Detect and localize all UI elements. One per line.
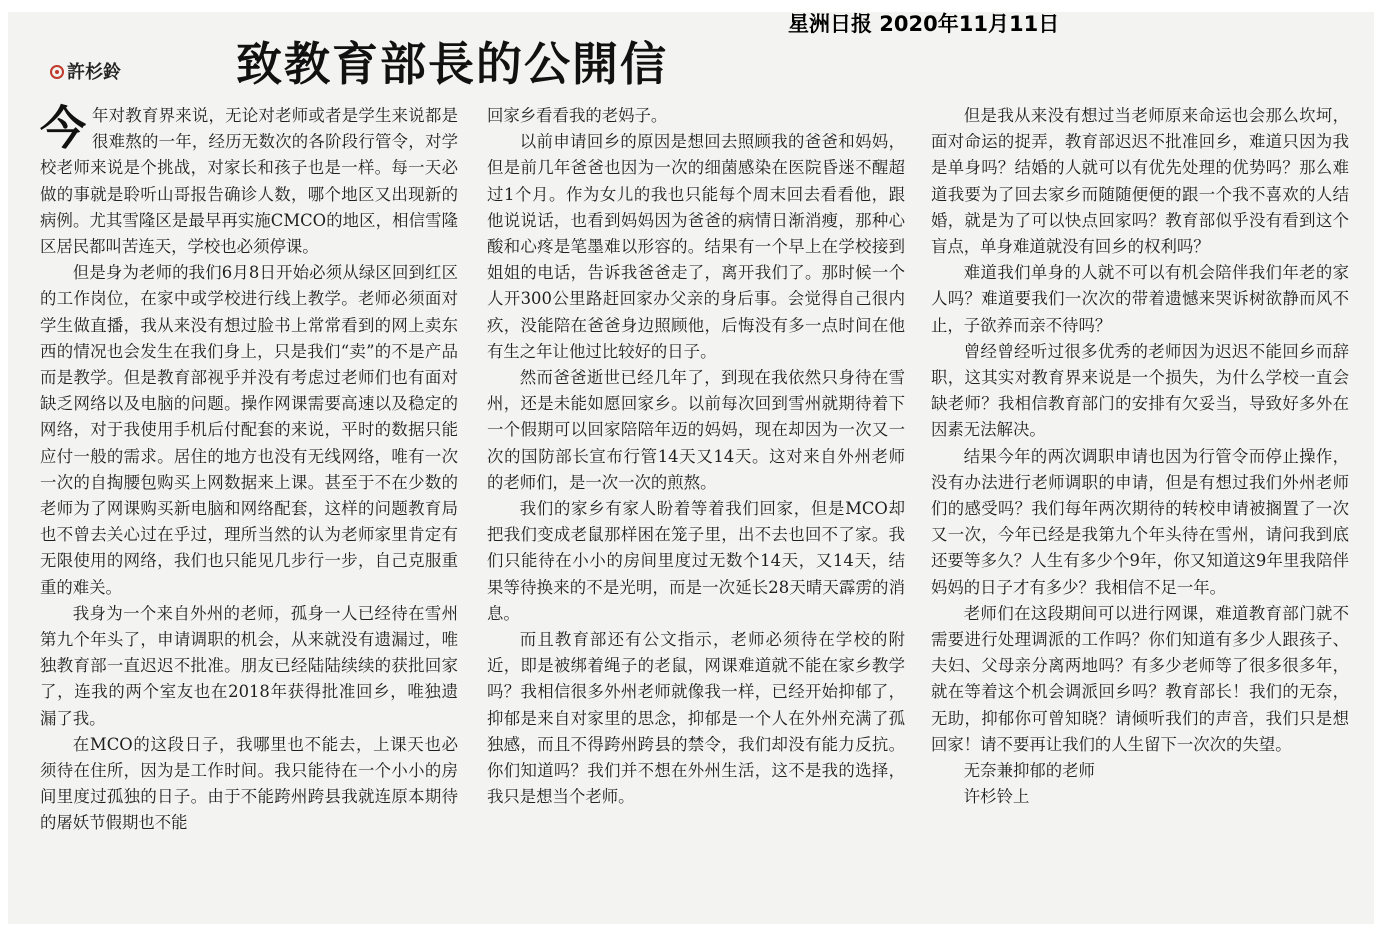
signature-line: 许杉铃上 — [963, 787, 1030, 807]
paragraph-text: 年对教育界来说，无论对老师或者是学生来说都是很难熬的一年，经历无数次的各阶段行管令，对学校老师来说是个挑战，对家长和孩子也是一样。每一天必做的事就是聆听山哥报告确诊人数，哪个地区又出现新的病例。尤其雪隆区是最早再实施CMCO的地区，相信雪隆区居民都叫苦连天，学校也必须停课。 — [40, 106, 458, 257]
article-headline: 致教育部長的公開信 — [236, 37, 668, 91]
byline — [50, 58, 121, 84]
paragraph: 然而爸爸逝世已经几年了，到现在我依然只身待在雪州，还是未能如愿回家乡。以前每次回到雪州就期待着下一个假期可以回家陪陪年迈的妈妈，现在却因为一次又一次的国防部长宣布行管14天又14天。这对来自外州老师的老师们，是一次一次的煎熬。 — [487, 368, 905, 492]
article-column-2 — [487, 103, 905, 810]
drop-cap: 今 — [40, 101, 86, 155]
paragraph: 曾经曾经听过很多优秀的老师因为迟迟不能回乡而辞职，这其实对教育界来说是一个损失，为什么学校一直会缺老师？我相信教育部门的安排有欠妥当，导致好多外在因素无法解决。 — [931, 341, 1349, 440]
article-column-1 — [40, 103, 458, 837]
article-column-3 — [931, 103, 1349, 810]
paragraph: 难道我们单身的人就不可以有机会陪伴我们年老的家人吗？难道要我们一次次的带着遗憾来哭诉树欲静而风不止，子欲养而亲不待吗？ — [931, 263, 1349, 335]
paragraph — [40, 103, 458, 260]
paragraph: 但是我从来没有想过当老师原来命运也会那么坎坷，面对命运的捉弄，教育部迟迟不批准回乡，难道只因为我是单身吗？结婚的人就可以有优先处理的优势吗？那么难道我要为了回去家乡而随随便便的跟一个我不喜欢的人结婚，就是为了可以快点回家吗？教育部似乎没有看到这个盲点，单身难道就没有回乡的权利吗？ — [931, 106, 1349, 257]
signature-line: 无奈兼抑郁的老师 — [963, 761, 1095, 781]
paragraph: 我身为一个来自外州的老师，孤身一人已经待在雪州第九个年头了，申请调职的机会，从来就没有遗漏过，唯独教育部一直迟迟不批准。朋友已经陆陆续续的获批回家了，连我的两个室友也在2018年获得批准回乡，唯独遗漏了我。 — [40, 603, 458, 728]
paragraph-continued: 回家乡看看我的老妈子。 — [487, 106, 668, 125]
paragraph: 而且教育部还有公文指示，老师必须待在学校的附近，即是被绑着绳子的老鼠，网课难道就不能在家乡教学吗？我相信很多外州老师就像我一样，已经开始抑郁了，抑郁是来自对家里的思念，抑郁是一个人在外州充满了孤独感，而且不得跨州跨县的禁令，我们却没有能力反抗。你们知道吗？我们并不想在外州生活，这不是我的选择，我只是想当个老师。 — [487, 630, 905, 807]
author-name: 許杉鈴 — [67, 62, 121, 83]
paragraph: 但是身为老师的我们6月8日开始必须从绿区回到红区的工作岗位，在家中或学校进行线上教学。老师必须面对学生做直播，我从来没有想过脸书上常常看到的网上卖东西的情况也会发生在我们身上，只是我们“卖”的不是产品而是教学。但是教育部视乎并没有考虑过老师们也有面对缺乏网络以及电脑的问题。操作网课需要高速以及稳定的网络，对于我使用手机后付配套的来说，平时的数据只能应付一般的需求。居住的地方也没有无线网络，唯有一次一次的自掏腰包购买上网数据来上课。甚至于不在少数的老师为了网课购买新电脑和网络配套，这样的问题教育局也不曾去关心过在乎过，理所当然的认为老师家里肯定有无限使用的网络，我们也只能见几步行一步，自己克服重重的难关。 — [40, 263, 458, 597]
bullet-circle-icon — [50, 65, 64, 79]
paragraph: 结果今年的两次调职申请也因为行管令而停止操作，没有办法进行老师调职的申请，但是有想过我们外州老师们的感受吗？我们每年两次期待的转校申请被搁置了一次又一次，今年已经是我第九个年头待在雪州，请问我到底还要等多久？人生有多少个9年，你又知道这9年里我陪伴妈妈的日子才有多少？我相信不足一年。 — [931, 446, 1349, 597]
paragraph: 在MCO的这段日子，我哪里也不能去，上课天也必须待在住所，因为是工作时间。我只能待在一个小小的房间里度过孤独的日子。由于不能跨州跨县我就连原本期待的屠妖节假期也不能 — [40, 734, 458, 833]
paragraph: 以前申请回乡的原因是想回去照顾我的爸爸和妈妈，但是前几年爸爸也因为一次的细菌感染在医院昏迷不醒超过1个月。作为女儿的我也只能每个周末回去看看他，跟他说说话，也看到妈妈因为爸爸的病情日渐消瘦，那种心酸和心疼是笔墨难以形容的。结果有一个早上在学校接到姐姐的电话，告诉我爸爸走了，离开我们了。那时候一个人开300公里路赶回家办父亲的身后事。会觉得自己很内疚，没能陪在爸爸身边照顾他，后悔没有多一点时间在他有生之年让他过比较好的日子。 — [487, 132, 905, 361]
masthead-date: 星洲日报 2020年11月11日 — [788, 12, 1060, 36]
signature-block — [931, 758, 1349, 810]
paragraph: 我们的家乡有家人盼着等着我们回家，但是MCO却把我们变成老鼠那样困在笼子里，出不去也回不了家。我们只能待在小小的房间里度过无数个14天，又14天，结果等待换来的不是光明，而是一次延长28天晴天霹雳的消息。 — [487, 499, 905, 623]
paragraph: 老师们在这段期间可以进行网课，难道教育部门就不需要进行处理调派的工作吗？你们知道有多少人跟孩子、夫妇、父母亲分离两地吗？有多少老师等了很多很多年，就在等着这个机会调派回乡吗？教育部长！我们的无奈，无助，抑郁你可曾知晓？请倾听我们的声音，我们只是想回家！请不要再让我们的人生留下一次次的失望。 — [931, 603, 1349, 754]
